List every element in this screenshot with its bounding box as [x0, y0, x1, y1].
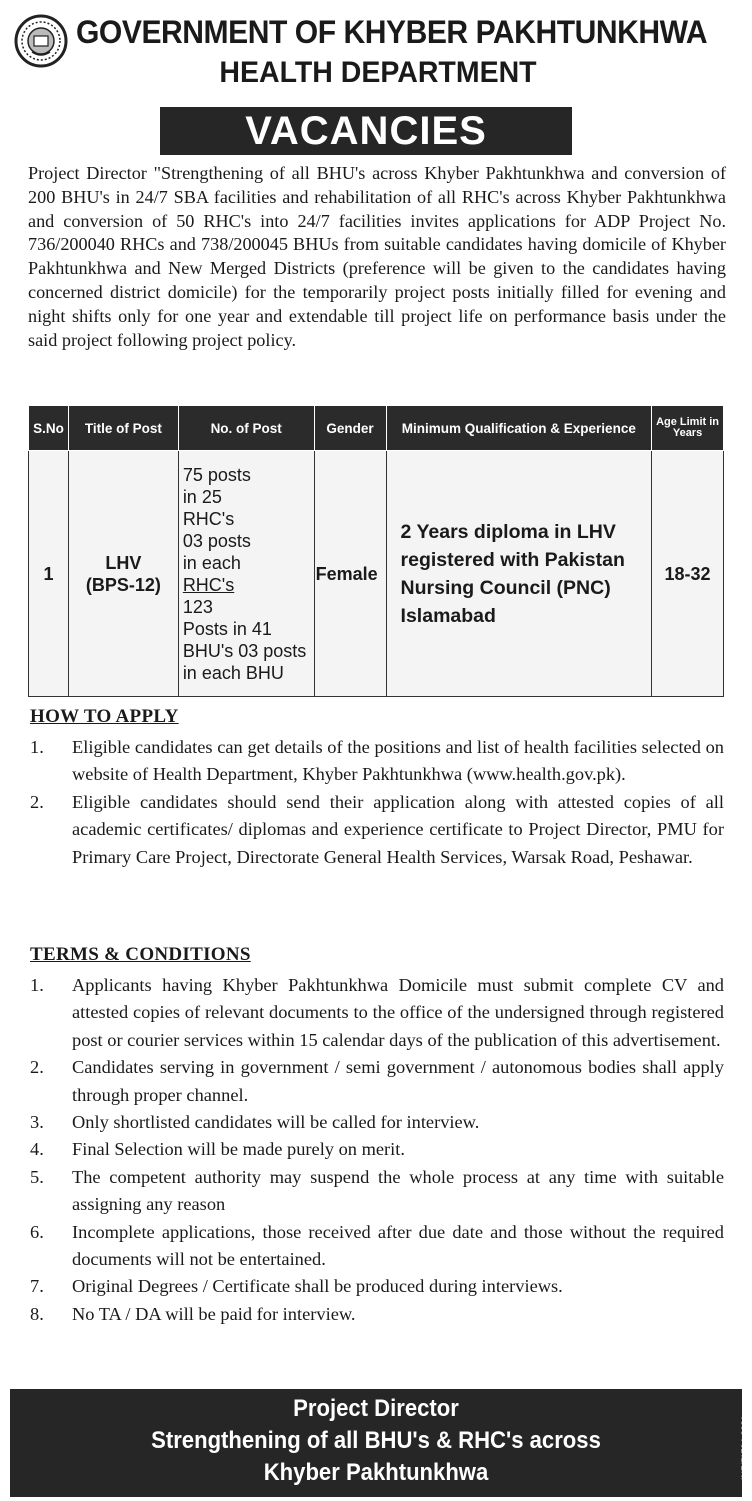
- item-text: Original Degrees / Certificate shall be produced during interviews.: [72, 1276, 563, 1297]
- posts-line: RHC's: [182, 574, 235, 595]
- item-text: The competent authority may suspend the whole process at any time with suitable assigning any reason: [72, 1166, 724, 1215]
- list-item: [30, 1054, 724, 1109]
- header-sno: S.No: [29, 406, 69, 451]
- table-header-row: [29, 406, 724, 451]
- item-number: 2.: [30, 1057, 44, 1078]
- cell-no-of-post: [178, 451, 314, 697]
- footer-line: Khyber Pakhtunkhwa: [263, 1459, 489, 1486]
- item-number: 3.: [30, 1112, 44, 1133]
- terms-list: [30, 972, 724, 1328]
- item-number: 5.: [30, 1166, 44, 1187]
- how-to-apply-heading: HOW TO APPLY: [30, 706, 179, 727]
- header-qualification: Minimum Qualification & Experience: [386, 406, 652, 451]
- cell-age: 18-32: [652, 451, 724, 697]
- organization-title: GOVERNMENT OF KHYBER PAKHTUNKHWA: [76, 14, 708, 50]
- posts-line: in each BHU: [182, 662, 284, 683]
- posts-line: Posts in 41: [182, 618, 272, 639]
- post-title: LHV: [105, 552, 142, 573]
- header: [28, 0, 728, 112]
- vacancies-banner: VACANCIES: [160, 107, 572, 155]
- item-text: Final Selection will be made purely on merit.: [72, 1139, 405, 1160]
- list-item: [30, 972, 724, 1054]
- header-no-of-post: No. of Post: [178, 406, 314, 451]
- header-age: Age Limit in Years: [652, 406, 724, 451]
- item-number: 4.: [30, 1139, 44, 1160]
- item-number: 2.: [30, 791, 44, 812]
- posts-line: 123: [182, 596, 213, 617]
- item-text: Incomplete applications, those received after due date and those without the required documents will not be entertained.: [72, 1221, 724, 1270]
- post-scale: (BPS-12): [85, 574, 161, 595]
- cell-title: [68, 451, 178, 697]
- header-title: Title of Post: [68, 406, 178, 451]
- item-text: No TA / DA will be paid for interview.: [72, 1303, 356, 1324]
- list-item: [30, 1301, 724, 1328]
- header-gender: Gender: [314, 406, 386, 451]
- posts-line: 03 posts: [182, 530, 251, 551]
- footer-signature-block: [10, 1389, 742, 1497]
- posts-line: in each: [182, 552, 241, 573]
- posts-line: BHU's 03 posts: [182, 640, 307, 661]
- intro-paragraph: Project Director "Strengthening of all BHU's across Khyber Pakhtunkhwa and conversion of 200 BHU's in 24/7 SBA facilities and rehabilitation of all RHC's across Khyber Pakhtunkhwa and conversion of 50 RHC's into 24/7 facilities invites applications for ADP Project No. 736/200040 RHCs and 738/200045 BHUs from suitable candidates having domicile of Khyber Pakhtunkhwa and New Merged Districts (preference will be given to the candidates having concerned district domicile) for the temporarily project posts initially filled for evening and night shifts only for one year and extendable till project life on performance basis under the said project following project policy.: [28, 163, 726, 350]
- item-number: 8.: [30, 1303, 44, 1324]
- reference-number: INF(P)734-2021: [740, 1415, 750, 1480]
- terms-heading: TERMS & CONDITIONS: [30, 944, 251, 965]
- list-item: [30, 789, 724, 871]
- posts-line: RHC's: [182, 508, 235, 529]
- posts-line: 75 posts: [182, 464, 251, 485]
- item-text: Eligible candidates can get details of the positions and list of health facilities selected on website of Health Department, Khyber Pakhtunkhwa (www.health.gov.pk).: [72, 737, 724, 785]
- item-number: 7.: [30, 1276, 44, 1297]
- vacancy-table: [28, 405, 724, 697]
- item-text: Candidates serving in government / semi government / autonomous bodies shall apply through proper channel.: [72, 1057, 724, 1105]
- list-item: [30, 1109, 724, 1136]
- list-item: [30, 1164, 724, 1219]
- item-number: 6.: [30, 1221, 44, 1242]
- posts-line: in 25: [182, 486, 222, 507]
- footer-line: Project Director: [293, 1395, 459, 1422]
- footer-line: Strengthening of all BHU's & RHC's across: [151, 1427, 601, 1454]
- list-item: [30, 1136, 724, 1163]
- list-item: [30, 1219, 724, 1274]
- item-number: 1.: [30, 975, 44, 995]
- cell-qualification: 2 Years diploma in LHV registered with Pakistan Nursing Council (PNC) Islamabad: [386, 451, 652, 697]
- list-item: [30, 1273, 724, 1300]
- table-row: [29, 451, 724, 697]
- cell-sno: 1: [29, 451, 69, 697]
- department-title: HEALTH DEPARTMENT: [219, 56, 537, 89]
- list-item: [30, 734, 724, 789]
- cell-gender: Female: [314, 451, 386, 697]
- how-to-apply-list: [30, 734, 724, 871]
- item-text: Only shortlisted candidates will be called for interview.: [72, 1112, 480, 1133]
- item-text: Eligible candidates should send their application along with attested copies of all academic certificates/ diplomas and experience certificate to Project Director, PMU for Primary Care Project, Directorate General Health Services, Warsak Road, Peshawar.: [72, 791, 724, 867]
- item-number: 1.: [30, 737, 44, 757]
- item-text: Applicants having Khyber Pakhtunkhwa Domicile must submit complete CV and attested copies of relevant documents to the office of the undersigned through registered post or courier services within 15 calendar days of the publication of this advertisement.: [72, 975, 724, 1050]
